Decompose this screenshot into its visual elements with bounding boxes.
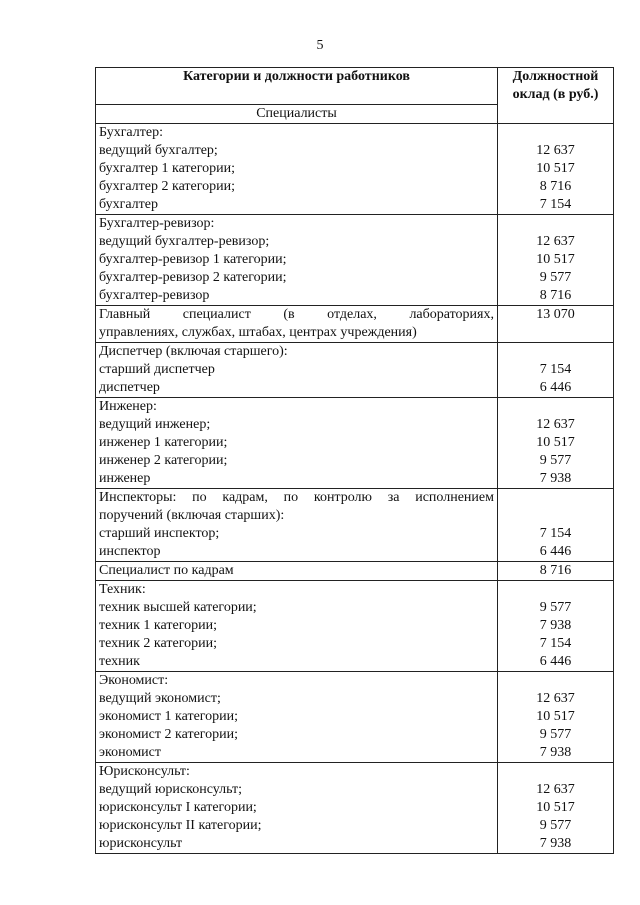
salary-cell xyxy=(498,306,614,343)
salary-value: 7 938 xyxy=(539,836,572,851)
category-cell xyxy=(96,562,498,581)
position-name: ведущий инженер; xyxy=(99,417,211,432)
position-name: диспетчер xyxy=(99,380,160,395)
category-title: поручений (включая старших): xyxy=(99,508,285,523)
salary-value: 7 154 xyxy=(539,526,572,541)
category-title: Экономист: xyxy=(99,673,169,688)
position-name: старший инспектор; xyxy=(99,526,220,541)
category-cell xyxy=(96,489,498,562)
position-name: техник 2 категории; xyxy=(99,636,217,651)
position-name: ведущий бухгалтер; xyxy=(99,143,218,158)
salary-value: 7 154 xyxy=(539,197,572,212)
category-title: Диспетчер (включая старшего): xyxy=(99,344,288,359)
salary-value: 7 938 xyxy=(539,618,572,633)
table-row xyxy=(96,672,614,763)
salary-value: 7 154 xyxy=(539,362,572,377)
salary-value: 9 577 xyxy=(539,270,572,285)
position-name: бухгалтер xyxy=(99,197,158,212)
position-name: ведущий бухгалтер-ревизор; xyxy=(99,234,270,249)
spacer xyxy=(501,215,610,233)
position-name: юрисконсульт xyxy=(99,836,183,851)
header-categories: Категории и должности работников xyxy=(96,68,498,105)
subheader-specialists: Специалисты xyxy=(96,105,498,124)
position-name: бухгалтер-ревизор 2 категории; xyxy=(99,270,287,285)
salary-value: 9 577 xyxy=(539,453,572,468)
position-name: ведущий юрисконсульт; xyxy=(99,782,242,797)
table-body xyxy=(96,124,614,854)
salary-value: 7 938 xyxy=(539,471,572,486)
salary-cell xyxy=(498,581,614,672)
category-cell xyxy=(96,215,498,306)
salary-value: 12 637 xyxy=(536,691,575,706)
table-row xyxy=(96,215,614,306)
position-name: техник 1 категории; xyxy=(99,618,217,633)
salary-value: 12 637 xyxy=(536,143,575,158)
salary-cell xyxy=(498,215,614,306)
salary-value: 12 637 xyxy=(536,234,575,249)
category-cell xyxy=(96,306,498,343)
position-name: юрисконсульт I категории; xyxy=(99,800,257,815)
salary-value: 9 577 xyxy=(539,600,572,615)
position-name: инспектор xyxy=(99,544,161,559)
position-name: экономист xyxy=(99,745,162,760)
table-row xyxy=(96,398,614,489)
salary-value: 10 517 xyxy=(536,161,575,176)
table-row xyxy=(96,306,614,343)
position-name: инженер 2 категории; xyxy=(99,453,228,468)
salary-value: 10 517 xyxy=(536,435,575,450)
salary-value: 6 446 xyxy=(539,544,572,559)
header-salary: Должностной оклад (в руб.) xyxy=(498,68,614,124)
position-name: бухгалтер 1 категории; xyxy=(99,161,236,176)
position-name: инженер 1 категории; xyxy=(99,435,228,450)
salary-value: 9 577 xyxy=(539,818,572,833)
salary-cell xyxy=(498,763,614,854)
table-row xyxy=(96,581,614,672)
salary-value: 6 446 xyxy=(539,654,572,669)
category-title: Юрисконсульт: xyxy=(99,764,190,779)
salary-cell xyxy=(498,562,614,581)
spacer xyxy=(501,489,610,507)
salary-cell xyxy=(498,398,614,489)
spacer xyxy=(501,124,610,142)
category-cell xyxy=(96,398,498,489)
position-name: техник xyxy=(99,654,140,669)
category-title: Инженер: xyxy=(99,399,157,414)
spacer xyxy=(501,763,610,781)
category-title: Инспекторы: по кадрам, по контролю за исполнением xyxy=(99,490,494,505)
position-name: экономист 1 категории; xyxy=(99,709,239,724)
table-row xyxy=(96,763,614,854)
salary-value: 8 716 xyxy=(539,288,572,303)
salary-value: 10 517 xyxy=(536,709,575,724)
spacer xyxy=(501,581,610,599)
salary-value: 7 154 xyxy=(539,636,572,651)
position-name: юрисконсульт II категории; xyxy=(99,818,262,833)
category-title: Бухгалтер-ревизор: xyxy=(99,216,215,231)
salary-cell xyxy=(498,489,614,562)
category-cell xyxy=(96,672,498,763)
salary-value: 9 577 xyxy=(539,727,572,742)
position-name: ведущий экономист; xyxy=(99,691,221,706)
spacer xyxy=(501,507,610,525)
category-title: Техник: xyxy=(99,582,146,597)
category-title: Специалист по кадрам xyxy=(99,563,234,578)
salary-cell xyxy=(498,343,614,398)
position-name: бухгалтер 2 категории; xyxy=(99,179,236,194)
page-number: 5 xyxy=(316,38,324,53)
spacer xyxy=(501,672,610,690)
category-cell xyxy=(96,763,498,854)
salary-table xyxy=(95,67,614,854)
salary-value: 8 716 xyxy=(539,563,572,578)
category-cell xyxy=(96,124,498,215)
salary-value: 8 716 xyxy=(539,179,572,194)
category-title: Бухгалтер: xyxy=(99,125,163,140)
table-header-row xyxy=(96,68,614,105)
salary-value: 6 446 xyxy=(539,380,572,395)
position-name: бухгалтер-ревизор 1 категории; xyxy=(99,252,287,267)
category-cell xyxy=(96,343,498,398)
table-row xyxy=(96,562,614,581)
salary-value: 12 637 xyxy=(536,417,575,432)
position-name: инженер xyxy=(99,471,151,486)
position-name: бухгалтер-ревизор xyxy=(99,288,210,303)
position-name: техник высшей категории; xyxy=(99,600,257,615)
table-row xyxy=(96,343,614,398)
salary-cell xyxy=(498,124,614,215)
spacer xyxy=(501,398,610,416)
salary-value: 12 637 xyxy=(536,782,575,797)
position-name: старший диспетчер xyxy=(99,362,215,377)
table-row xyxy=(96,489,614,562)
spacer xyxy=(501,343,610,361)
salary-value: 13 070 xyxy=(536,307,575,322)
salary-value: 10 517 xyxy=(536,252,575,267)
position-name: экономист 2 категории; xyxy=(99,727,239,742)
category-title: управлениях, службах, штабах, центрах учреждения) xyxy=(99,325,417,340)
salary-value: 7 938 xyxy=(539,745,572,760)
salary-cell xyxy=(498,672,614,763)
category-cell xyxy=(96,581,498,672)
category-title: Главный специалист (в отделах, лабораториях, xyxy=(99,307,494,322)
table-row xyxy=(96,124,614,215)
salary-value: 10 517 xyxy=(536,800,575,815)
